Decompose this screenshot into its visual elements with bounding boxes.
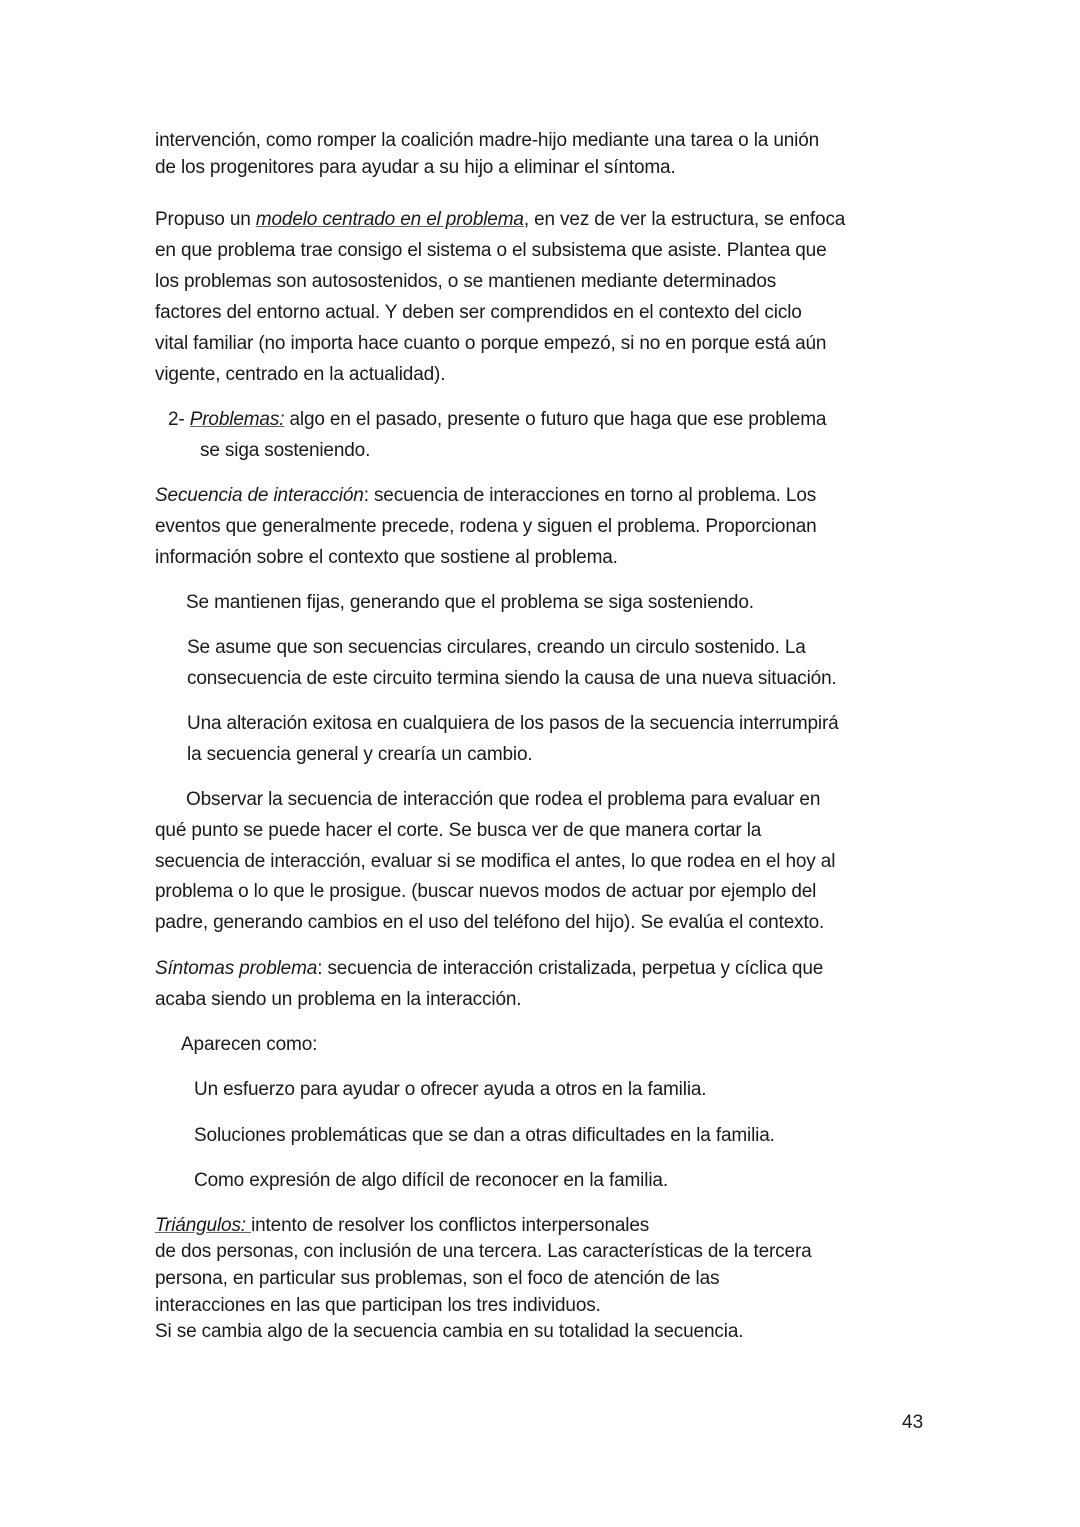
text-line: [194, 1078, 706, 1102]
text-segment: eventos que generalmente precede, rodena y siguen el problema. Proporcionan: [155, 516, 817, 537]
text-line: [186, 788, 820, 812]
text-segment: : secuencia de interacción cristalizada, perpetua y cíclica que: [317, 958, 824, 979]
text-line: [155, 1240, 812, 1264]
text-segment: Propuso un: [155, 209, 256, 230]
text-line: [155, 988, 521, 1012]
text-line: [155, 484, 816, 508]
text-segment: persona, en particular sus problemas, son el foco de atención de las: [155, 1268, 720, 1289]
text-segment: Se asume que son secuencias circulares, creando un circulo sostenido. La: [187, 637, 806, 658]
text-segment: padre, generando cambios en el uso del teléfono del hijo). Se evalúa el contexto.: [155, 912, 825, 933]
text-segment: secuencia de interacción, evaluar si se modifica el antes, lo que rodea en el hoy al: [155, 851, 836, 872]
text-line: [155, 515, 817, 539]
emphasized-term: Triángulos:: [155, 1215, 252, 1236]
text-segment: la secuencia general y crearía un cambio.: [187, 744, 533, 765]
text-segment: qué punto se puede hacer el corte. Se busca ver de que manera cortar la: [155, 820, 762, 841]
text-line: [194, 1169, 668, 1193]
text-line: [155, 332, 826, 356]
text-segment: Aparecen como:: [181, 1034, 318, 1055]
text-segment: : secuencia de interacciones en torno al problema. Los: [363, 485, 817, 506]
text-line: [155, 850, 835, 874]
text-segment: información sobre el contexto que sostiene al problema.: [155, 547, 618, 568]
text-segment: , en vez de ver la estructura, se enfoca: [523, 209, 846, 230]
text-line: [155, 1294, 601, 1318]
emphasized-term: modelo centrado en el problema: [255, 209, 524, 230]
text-line: [186, 591, 754, 615]
text-segment: problema o lo que le prosigue. (buscar nuevos modos de actuar por ejemplo del: [155, 881, 817, 902]
text-line: [181, 1033, 317, 1057]
text-line: [187, 636, 806, 660]
text-segment: acaba siendo un problema en la interacción.: [155, 989, 522, 1010]
text-line: [155, 1320, 743, 1344]
text-line: [155, 208, 845, 232]
text-line: [187, 667, 837, 691]
text-segment: interacciones en las que participan los tres individuos.: [155, 1295, 601, 1316]
text-line: [155, 819, 761, 843]
text-segment: en que problema trae consigo el sistema o el subsistema que asiste. Plantea que: [155, 240, 827, 261]
text-segment: Un esfuerzo para ayudar o ofrecer ayuda a otros en la familia.: [194, 1079, 707, 1100]
text-segment: se siga sosteniendo.: [200, 440, 371, 461]
text-segment: Soluciones problemáticas que se dan a otras dificultades en la familia.: [194, 1125, 775, 1146]
text-segment: algo en el pasado, presente o futuro que haga que ese problema: [284, 409, 827, 430]
text-line: [155, 129, 819, 153]
text-line: [200, 439, 370, 463]
text-line: [155, 1267, 719, 1291]
text-line: [155, 239, 827, 263]
text-line: [155, 880, 816, 904]
text-line: [155, 301, 802, 325]
text-segment: intervención, como romper la coalición madre-hijo mediante una tarea o la unión: [155, 130, 820, 151]
text-line: [155, 270, 776, 294]
text-line: [187, 712, 839, 736]
text-segment: de los progenitores para ayudar a su hijo a eliminar el síntoma.: [155, 157, 676, 178]
text-segment: Observar la secuencia de interacción que rodea el problema para evaluar en: [186, 789, 821, 810]
text-segment: Una alteración exitosa en cualquiera de los pasos de la secuencia interrumpirá: [187, 713, 839, 734]
text-segment: Se mantienen fijas, generando que el problema se siga sosteniendo.: [186, 592, 754, 613]
text-segment: intento de resolver los conflictos interpersonales: [251, 1215, 650, 1236]
text-line: [155, 546, 618, 570]
text-line: [155, 1214, 649, 1238]
text-line: [155, 957, 823, 981]
page-number: 43: [902, 1412, 924, 1433]
text-line: [194, 1124, 775, 1148]
text-segment: vigente, centrado en la actualidad).: [155, 364, 446, 385]
emphasized-term: Secuencia de interacción: [155, 485, 364, 506]
text-segment: los problemas son autosostenidos, o se mantienen mediante determinados: [155, 271, 777, 292]
text-segment: vital familiar (no importa hace cuanto o porque empezó, si no en porque está aún: [155, 333, 827, 354]
text-line: [187, 743, 533, 767]
text-line: [155, 156, 676, 180]
text-line: [155, 911, 824, 935]
text-segment: Si se cambia algo de la secuencia cambia en su totalidad la secuencia.: [155, 1321, 744, 1342]
emphasized-term: Síntomas problema: [155, 958, 318, 979]
text-line: [155, 363, 445, 387]
text-segment: de dos personas, con inclusión de una tercera. Las características de la tercera: [155, 1241, 812, 1262]
text-segment: factores del entorno actual. Y deben ser comprendidos en el contexto del ciclo: [155, 302, 802, 323]
text-segment: Como expresión de algo difícil de reconocer en la familia.: [194, 1170, 668, 1191]
text-segment: 2-: [168, 409, 190, 430]
text-segment: consecuencia de este circuito termina siendo la causa de una nueva situación.: [187, 668, 837, 689]
emphasized-term: Problemas:: [189, 409, 285, 430]
text-line: [168, 408, 826, 432]
